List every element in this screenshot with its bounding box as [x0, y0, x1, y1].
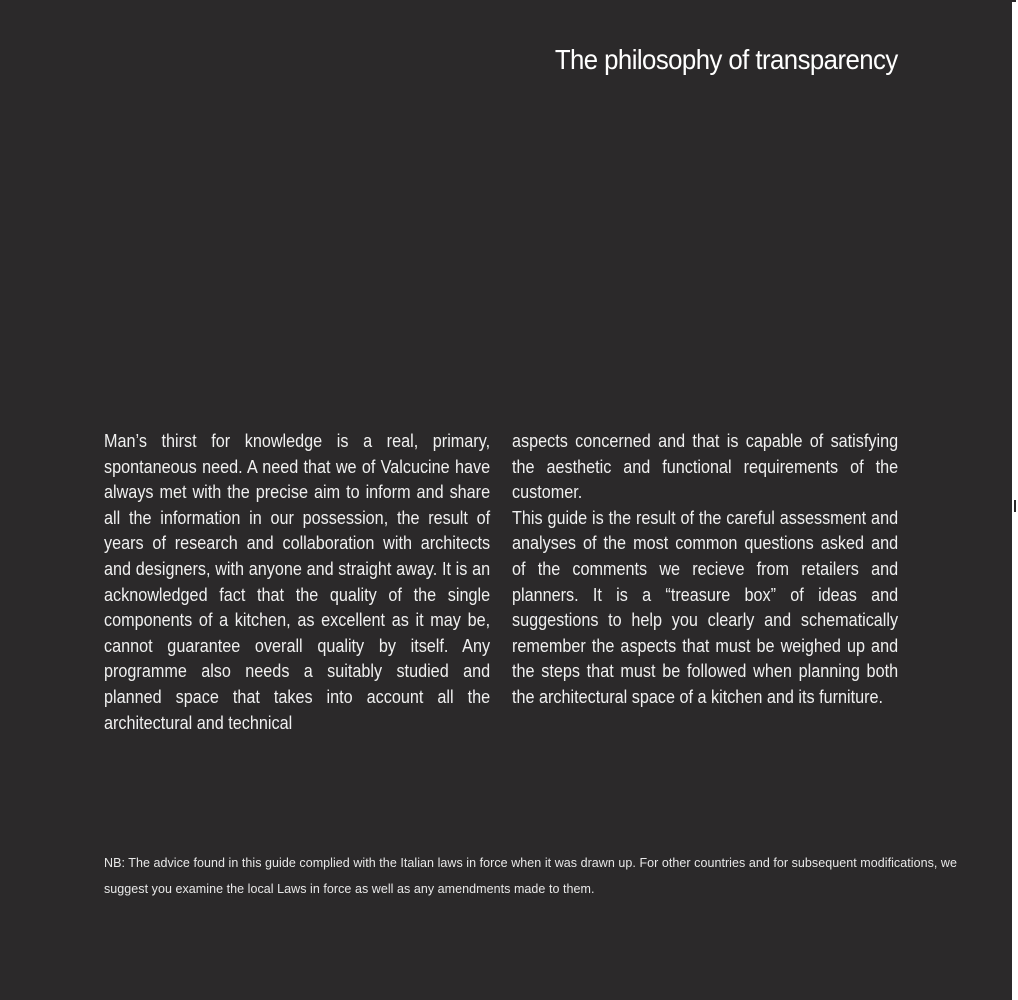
footnote: NB: The advice found in this guide complied with the Italian laws in force when it was drawn up. For other countries and for subsequent modifications, we suggest you examine the local Laws in force as well as any amendments made to them. — [104, 856, 958, 896]
body-paragraph: This guide is the result of the careful assessment and analyses of the most common questions asked and of the comments we recieve from retailers and planners. It is a “treasure box” of ideas and suggestions to help you clearly and schematically remember the aspects that must be weighed up and the steps that must be followed when planning both the architectural space of a kitchen and its furniture. — [512, 507, 899, 707]
body-paragraph: Man’s thirst for knowledge is a real, primary, spontaneous need. A need that we of Valcucine have always met with the precise aim to inform and share all the information in our possession, the result of years of research and collaboration with architects and designers, with anyone and straight away. It is an acknowledged fact that the quality of the single components of a kitchen, as excellent as it may be, cannot guarantee overall quality by itself. Any programme also needs a suitably studied and planned space that takes into account all the architectural and technical — [104, 431, 491, 733]
page-title: The philosophy of transparency — [555, 44, 898, 75]
text-column-right — [512, 429, 898, 711]
crop-mark — [1014, 500, 1016, 512]
body-paragraph: aspects concerned and that is capable of satisfying the aesthetic and functional requirements of the customer. — [512, 431, 899, 503]
text-column-left — [104, 429, 490, 736]
crop-mark — [1012, 0, 1016, 2]
